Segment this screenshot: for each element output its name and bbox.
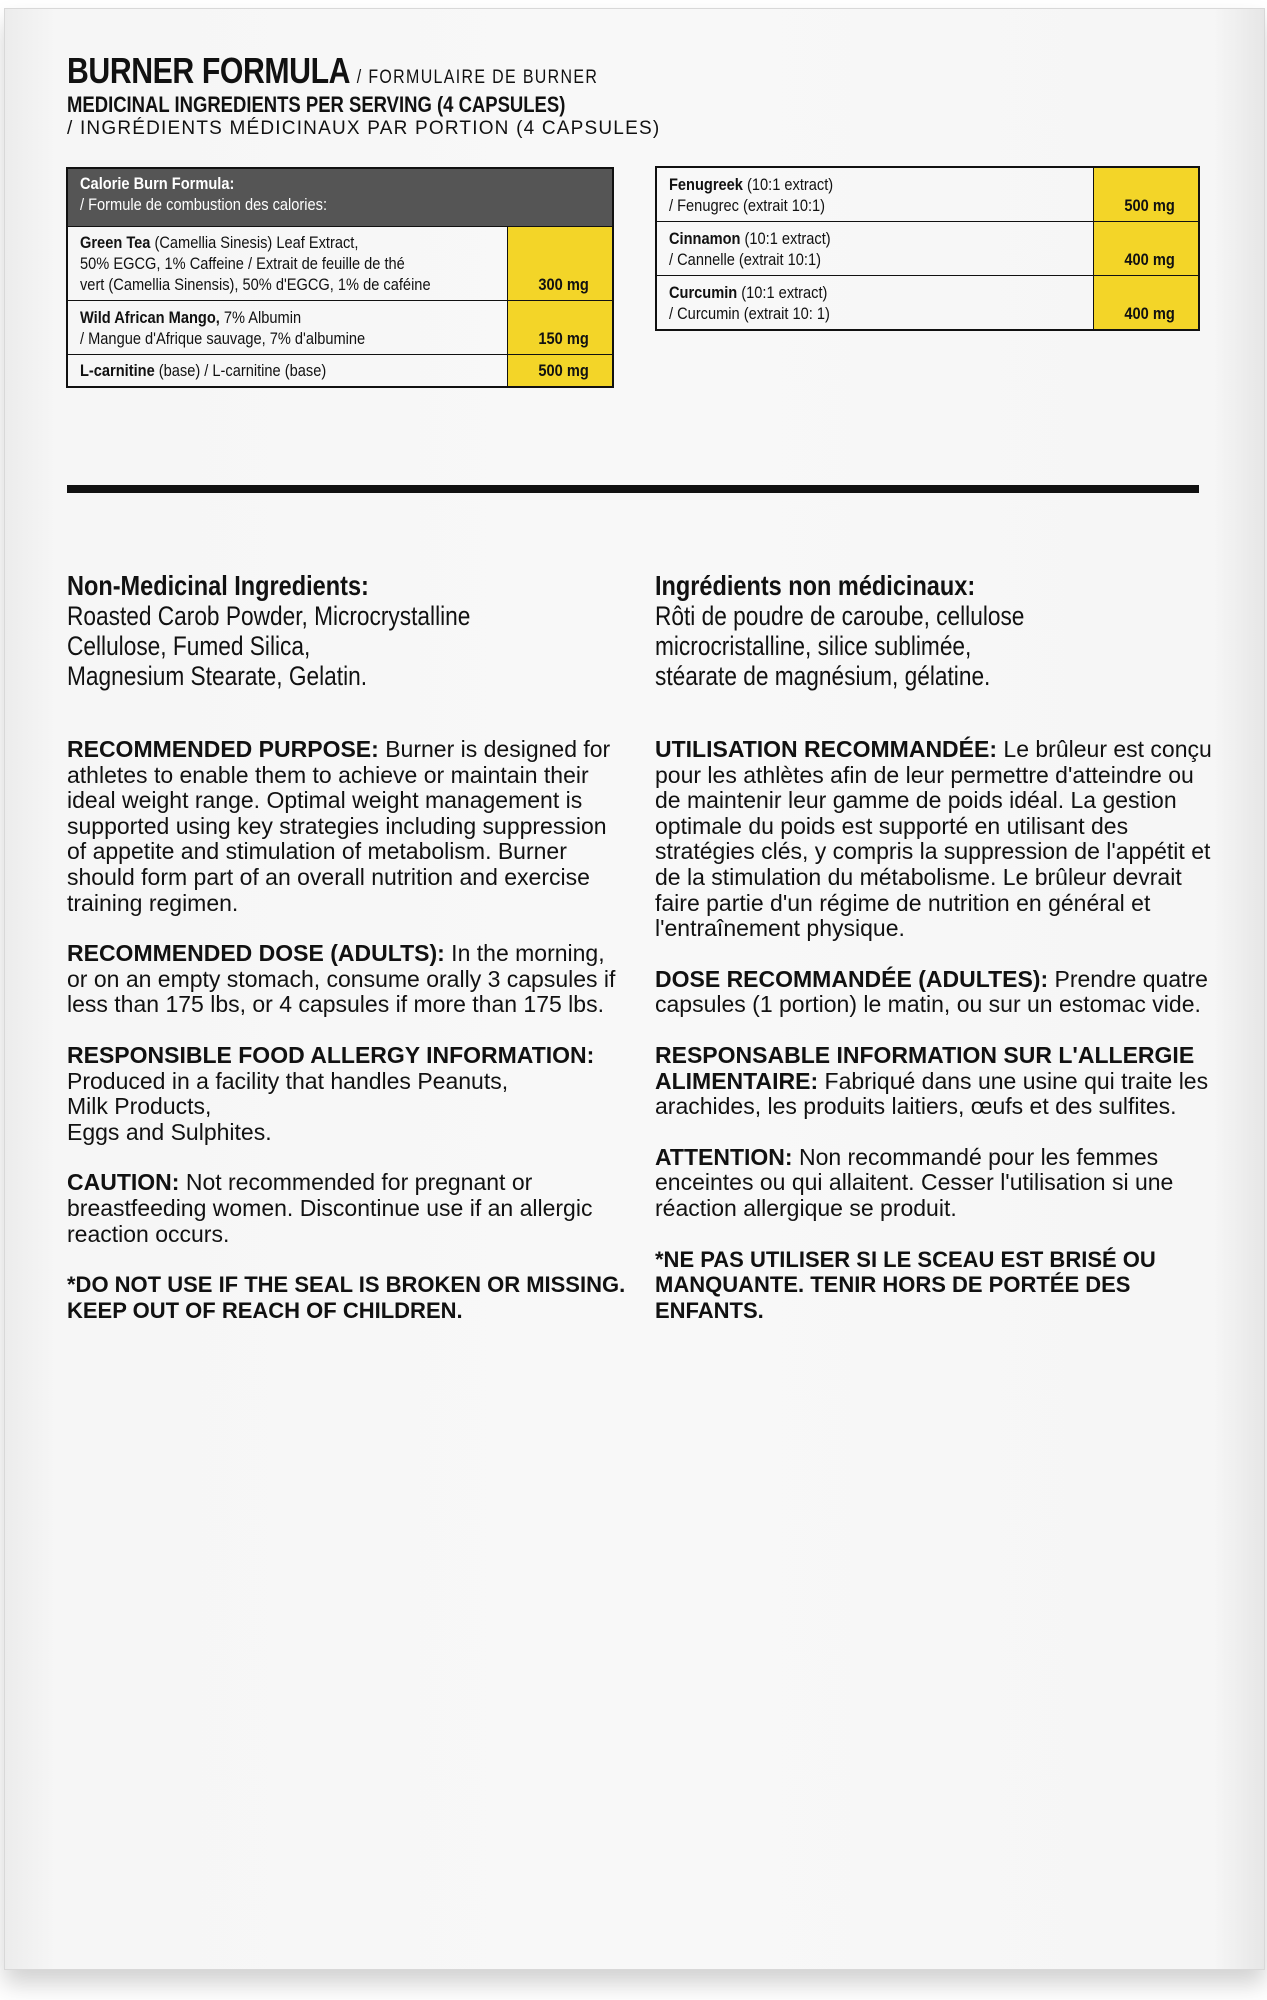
ingredient-amount: 400 mg xyxy=(1094,276,1200,331)
ingredient-amount: 300 mg xyxy=(508,227,614,301)
recommended-purpose: UTILISATION RECOMMANDÉE: Le brûleur est conçu pour les athlètes afin de leur permettre d'atteindre ou de maintenir leur gamme de poids idéal. La gestion optimale du poids est supporté en utilisant des stratégies clés, y compris la suppression de l'appétit et de la stimulation du métabolisme. Le brûleur devrait faire partie d'un régime de nutrition en général et l'entraînement physique. xyxy=(655,736,1212,942)
ingredient-amount: 400 mg xyxy=(1094,222,1200,276)
ingredient-name: L-carnitine xyxy=(80,361,155,380)
french-column xyxy=(655,571,1215,1323)
table-row: L-carnitine (base) / L-carnitine (base) 500 mg xyxy=(67,355,613,388)
ingredient-amount: 500 mg xyxy=(1094,167,1200,222)
title-en: BURNER FORMULA xyxy=(67,50,351,91)
section-divider xyxy=(67,485,1199,493)
ingredient-amount: 150 mg xyxy=(508,301,614,355)
table-row: Cinnamon (10:1 extract) / Cannelle (extrait 10:1) 400 mg xyxy=(656,222,1199,276)
recommended-purpose: RECOMMENDED PURPOSE: Burner is designed for athletes to enable them to achieve or maintain their ideal weight range. Optimal weight management is supported using key strategies including suppression of appetite and stimulation of metabolism. Burner should form part of an overall nutrition and exercise training regimen. xyxy=(67,736,611,916)
nonmed-ingredients: Rôti de poudre de caroube, cellulose microcristalline, silice sublimée, stéarate de magnésium, gélatine. xyxy=(655,601,1025,691)
nonmed-ingredients: Roasted Carob Powder, Microcrystalline Cellulose, Fumed Silica, Magnesium Stearate, Gelatin. xyxy=(67,601,471,691)
title-fr: / FORMULAIRE DE BURNER xyxy=(356,67,599,88)
seal-warning: *DO NOT USE IF THE SEAL IS BROKEN OR MISSING. KEEP OUT OF REACH OF CHILDREN. xyxy=(67,1272,626,1323)
caution: ATTENTION: Non recommandé pour les femmes enceintes ou qui allaitent. Cesser l'utilisation si une réaction allergique se produit. xyxy=(655,1143,1174,1221)
seal-warning: *NE PAS UTILISER SI LE SCEAU EST BRISÉ OU MANQUANTE. TENIR HORS DE PORTÉE DES ENFANTS. xyxy=(655,1246,1156,1323)
calorie-burn-table xyxy=(66,167,614,388)
page-title xyxy=(67,50,699,92)
extract-table xyxy=(655,166,1200,331)
ingredient-name: Green Tea xyxy=(80,233,151,252)
allergy-info: RESPONSIBLE FOOD ALLERGY INFORMATION: Produced in a facility that handles Peanuts, Milk Products, Eggs and Sulphites. xyxy=(67,1041,595,1145)
nonmed-title: Non-Medicinal Ingredients: xyxy=(67,570,369,601)
recommended-dose: DOSE RECOMMANDÉE (ADULTES): Prendre quatre capsules (1 portion) le matin, ou sur un estomac vide. xyxy=(655,965,1208,1018)
ingredient-name: Curcumin xyxy=(669,283,738,302)
recommended-dose: RECOMMENDED DOSE (ADULTS): In the morning, or on an empty stomach, consume orally 3 capsules if less than 175 lbs, or 4 capsules if more than 175 lbs. xyxy=(67,940,616,1018)
table-row: Wild African Mango, 7% Albumin / Mangue d'Afrique sauvage, 7% d'albumine 150 mg xyxy=(67,301,613,355)
caution: CAUTION: Not recommended for pregnant or breastfeeding women. Discontinue use if an allergic reaction occurs. xyxy=(67,1169,593,1247)
ingredient-name: Wild African Mango, xyxy=(80,308,220,327)
nonmed-title: Ingrédients non médicinaux: xyxy=(655,570,976,601)
table-row: Green Tea (Camellia Sinesis) Leaf Extract, 50% EGCG, 1% Caffeine / Extrait de feuille de thé vert (Camellia Sinensis), 50% d'EGCG, 1% de caféine 300 mg xyxy=(67,227,613,301)
english-column xyxy=(67,571,627,1323)
ingredient-name: Fenugreek xyxy=(669,175,743,194)
ingredient-amount: 500 mg xyxy=(508,355,614,388)
table-header-en: Calorie Burn Formula: xyxy=(80,174,235,193)
subtitle-en: MEDICINAL INGREDIENTS PER SERVING (4 CAPSULES) xyxy=(67,92,566,117)
table-row: Curcumin (10:1 extract) / Curcumin (extrait 10: 1) 400 mg xyxy=(656,276,1199,331)
table-row: Fenugreek (10:1 extract) / Fenugrec (extrait 10:1) 500 mg xyxy=(656,167,1199,222)
table-header-row xyxy=(67,168,613,227)
table-header-fr: / Formule de combustion des calories: xyxy=(80,195,328,214)
subtitle-fr: / INGRÉDIENTS MÉDICINAUX PAR PORTION (4 CAPSULES) xyxy=(67,118,661,139)
allergy-info: RESPONSABLE INFORMATION SUR L'ALLERGIE ALIMENTAIRE: Fabriqué dans une usine qui traite les arachides, les produits laitiers, œufs et des sulfites. xyxy=(655,1041,1209,1120)
ingredient-name: Cinnamon xyxy=(669,229,741,248)
